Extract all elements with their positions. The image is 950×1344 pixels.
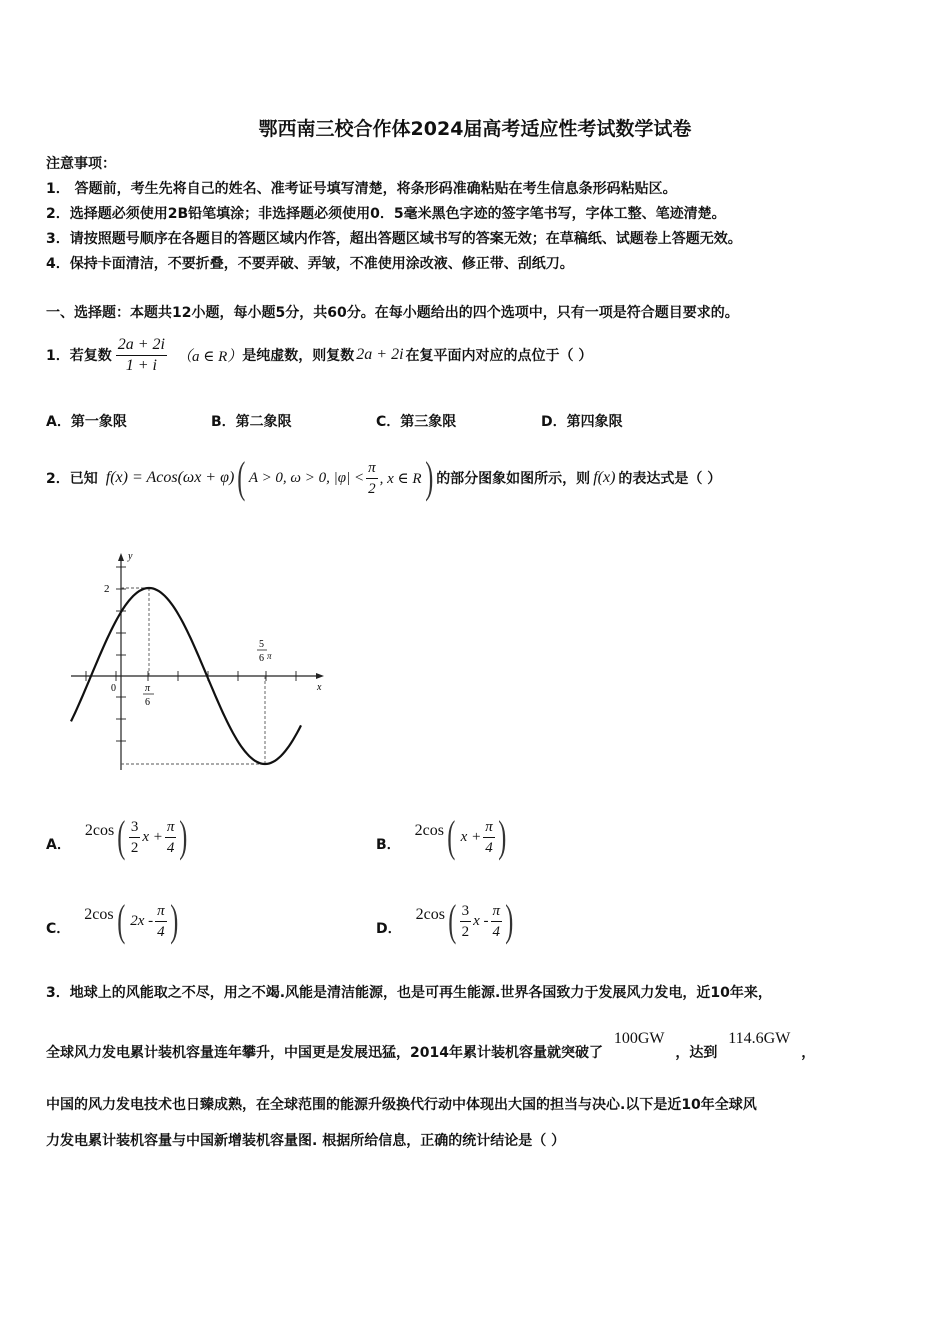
q2-option-c-frac-den: 4 <box>157 923 165 940</box>
q2-option-b[interactable] <box>376 812 509 862</box>
q3-line-2b: ，达到 <box>675 1045 718 1061</box>
q2-option-a-mid: x + <box>142 828 163 845</box>
q2-option-d-lparen: ( <box>448 896 457 945</box>
q2-option-a-frac2-num: π <box>165 817 177 838</box>
q2-option-c-lparen: ( <box>116 896 125 945</box>
q2-option-b-pre: 2cos <box>414 822 444 839</box>
q2-cond-frac-den: 2 <box>368 480 376 497</box>
q2-left-paren: ( <box>237 453 246 502</box>
q3-line-2c: ， <box>801 1045 816 1061</box>
q2-option-b-rparen: ) <box>498 812 507 861</box>
notice-item-1: 1． 答题前，考生先将自己的姓名、准考证号填写清楚，将条形码准确粘贴在考生信息条形码粘贴区。 <box>46 181 677 197</box>
q1-frac-den: 1 + i <box>125 356 157 374</box>
q2-cond-a: A > 0, ω > 0, |φ| < <box>248 469 365 486</box>
q3-value-100gw: 100GW <box>613 1030 665 1047</box>
q2-prefix: 2．已知 <box>46 471 98 487</box>
q2-option-b-label: B． <box>376 837 401 853</box>
q2-option-b-frac <box>483 817 495 858</box>
q3-line-2a: 全球风力发电累计装机容量连年攀升，中国更是发展迅猛，2014年累计装机容量就突破了 <box>46 1045 603 1061</box>
q1-option-a[interactable]: A．第一象限 <box>46 414 127 430</box>
q2-option-a-pre: 2cos <box>84 822 115 839</box>
q2-suffix: 的表达式是（ ） <box>618 471 722 487</box>
x2-den-label: 6 <box>259 653 264 664</box>
q1-option-b[interactable]: B．第二象限 <box>211 414 292 430</box>
q2-option-a-frac1 <box>129 817 141 858</box>
q3-line-4: 力发电累计装机容量与中国新增装机容量图. 根据所给信息，正确的统计结论是（ ） <box>46 1133 566 1149</box>
q3-value-114gw: 114.6GW <box>728 1030 791 1047</box>
q2-option-b-frac-num: π <box>483 817 495 838</box>
q2-option-a[interactable] <box>46 812 191 862</box>
q2-option-a-frac1-den: 2 <box>130 839 139 856</box>
q2-option-a-frac1-num: 3 <box>129 817 141 838</box>
q1-option-c[interactable]: C．第三象限 <box>376 414 457 430</box>
q2-option-d-rparen: ) <box>505 896 514 945</box>
origin-label: 0 <box>111 683 116 694</box>
q2-middle: 的部分图象如图所示，则 <box>436 471 591 487</box>
q2-option-d-frac1-num: 3 <box>460 901 472 922</box>
q2-cond-b: , x ∈ R <box>379 470 422 487</box>
q1-prefix: 1．若复数 <box>46 348 112 364</box>
q3-line-2 <box>46 1028 815 1068</box>
q2-option-d-frac2-num: π <box>491 901 503 922</box>
notice-item-4: 4．保持卡面清洁，不要折叠，不要弄破、弄皱，不准使用涂改液、修正带、刮纸刀。 <box>46 256 574 272</box>
notice-heading: 注意事项： <box>46 156 116 172</box>
x2-num-label: 5 <box>259 639 264 650</box>
q2-option-b-mid: x + <box>460 828 482 845</box>
section-heading: 一、选择题：本题共12小题，每小题5分，共60分。在每小题给出的四个选项中，只有一项是符合题目要求的。 <box>46 305 739 321</box>
notice-item-2: 2．选择题必须使用2B铅笔填涂；非选择题必须使用0．5毫米黑色字迹的签字笔书写，字体工整、笔迹清楚。 <box>46 206 726 222</box>
q1-expr: 2a + 2i <box>356 346 404 363</box>
q2-option-c-pre: 2cos <box>84 906 114 923</box>
q2-option-c-frac-num: π <box>155 901 167 922</box>
q2-option-c-mid: 2x - <box>130 912 154 929</box>
q2-graph <box>66 545 336 780</box>
q2-option-a-frac2-den: 4 <box>166 839 175 856</box>
x1-den-label: 6 <box>145 697 150 708</box>
q2-cond-frac <box>366 458 378 499</box>
x2-pi-label: π <box>267 651 272 661</box>
q2-option-d-pre: 2cos <box>415 906 445 923</box>
question-2 <box>46 448 721 508</box>
y-axis-arrow <box>118 553 124 561</box>
q2-option-d-label: D． <box>376 921 402 937</box>
q2-option-d-mid: x - <box>473 912 489 929</box>
y-axis-label: y <box>128 551 133 562</box>
q3-line-1: 3．地球上的风能取之不尽，用之不竭.风能是清洁能源，也是可再生能源.世界各国致力于发展风力发电，近10年来， <box>46 985 772 1001</box>
x1-num-label: π <box>145 683 151 694</box>
q2-function: f(x) = Acos(ωx + φ) <box>105 469 235 486</box>
q2-option-d[interactable] <box>376 896 517 946</box>
q2-option-a-frac2 <box>165 817 177 858</box>
q2-option-c-frac <box>155 901 167 942</box>
page-title: 鄂西南三校合作体2024届高考适应性考试数学试卷 <box>258 118 692 140</box>
q2-option-d-frac2 <box>491 901 503 942</box>
q1-option-d[interactable]: D．第四象限 <box>541 414 623 430</box>
q2-option-d-frac1 <box>460 901 472 942</box>
q1-condition: （a ∈ R） <box>177 348 243 365</box>
q2-right-paren: ) <box>424 453 433 502</box>
y-max-label: 2 <box>104 583 110 595</box>
q2-option-b-frac-den: 4 <box>485 839 493 856</box>
question-1 <box>46 325 592 385</box>
q2-option-b-lparen: ( <box>447 812 456 861</box>
q2-fx: f(x) <box>593 469 616 486</box>
q2-option-a-label: A． <box>46 837 71 853</box>
q1-suffix: 在复平面内对应的点位于（ ） <box>405 348 593 364</box>
q3-line-3: 中国的风力发电技术也日臻成熟，在全球范围的能源升级换代行动中体现出大国的担当与决心.以下是近10年全球风 <box>46 1097 757 1113</box>
q2-option-d-frac1-den: 2 <box>461 923 470 940</box>
q2-option-d-frac2-den: 4 <box>492 923 501 940</box>
q2-option-a-lparen: ( <box>117 812 126 861</box>
q2-option-c-label: C． <box>46 921 71 937</box>
q2-option-a-rparen: ) <box>179 812 188 861</box>
q2-option-c-rparen: ) <box>169 896 179 945</box>
q1-frac-num: 2a + 2i <box>116 335 167 356</box>
q2-option-c[interactable] <box>46 896 181 946</box>
x-axis-label: x <box>317 682 322 693</box>
q1-fraction <box>116 335 167 376</box>
q2-cond-frac-num: π <box>366 458 378 479</box>
x-axis-arrow <box>316 673 324 679</box>
notice-item-3: 3．请按照题号顺序在各题目的答题区域内作答，超出答题区域书写的答案无效；在草稿纸、试题卷上答题无效。 <box>46 231 742 247</box>
q1-middle: 是纯虚数，则复数 <box>242 348 355 364</box>
